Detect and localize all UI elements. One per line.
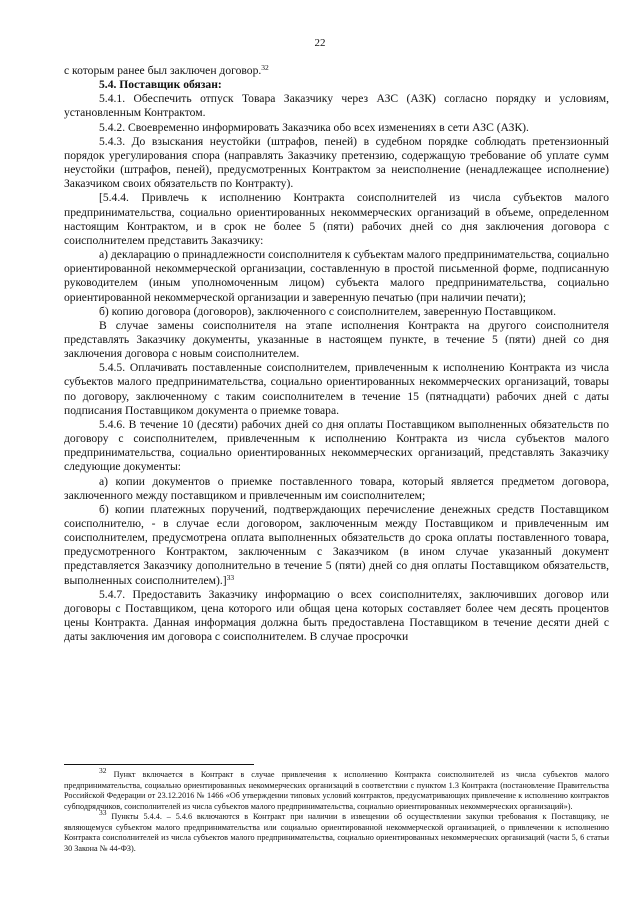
document-body [64, 64, 609, 644]
footnote-ref-32: 32 [261, 63, 269, 72]
page-number: 22 [314, 37, 326, 49]
clause-5-4-4: [5.4.4. Привлечь к исполнению Контракта соисполнителей из числа субъектов малого предпринимательства, социально ориентированных некоммерческих организаций в объеме, определенном настоящим Контрактом, и в срок не более 5 (пяти) рабочих дней со дня заключения договора с соисполнителем представить Заказчику: [64, 191, 609, 247]
clause-5-4-5: 5.4.5. Оплачивать поставленные соисполнителем, привлеченным к исполнению Контракта из числа субъектов малого предпринимательства, социально ориентированных некоммерческих организаций, товары по договору, заключенному с таким соисполнителем в течение 15 (пятнадцати) рабочих дней с даты подписания Поставщиком документа о приемке товара. [64, 361, 609, 417]
clause-5-4-7: 5.4.7. Предоставить Заказчику информацию о всех соисполнителях, заключивших договор или договоры с Поставщиком, цена которого или общая цена которых составляет более чем десять процентов цены Контракта. Данная информация должна быть предоставлена Поставщиком в течение десяти дней с даты заключения им договора с соисполнителем. В случае просрочки [64, 587, 609, 644]
footnote-33: $^{33}$ Пункты 5.4.4. – 5.4.6 включаются в Контракт при наличии в извещении об осуществлении закупки требования к Поставщику, не являющемуся субъектом малого предпринимательства или социально ориентированной некоммерческой организацией, о привлечении к исполнению Контракта соисполнителей из числа субъектов малого предпринимательства, социально ориентированных некоммерческих организаций (части 5, 6 статьи 30 Закона № 44-ФЗ). [64, 808, 610, 853]
paragraph-continuation: с которым ранее был заключен договор.$^{32}$ [64, 63, 269, 77]
footnote-separator [64, 764, 254, 765]
clause-5-4-1: 5.4.1. Обеспечить отпуск Товара Заказчику через АЗС (АЗК) согласно порядку и условиям, установленным Контрактом. [64, 92, 609, 120]
clause-5-4-6-b: б) копии платежных поручений, подтверждающих перечисление денежных средств Поставщиком соисполнителю, - в случае если договором, заключенным между Поставщиком и привлеченным им соисполнителем, предусмотрена оплата выполненных обязательств до срока оплаты поставленного товара, предусмотренного Контрактом, заключенным с Заказчиком (в ином случае указанный документ представляется Заказчику дополнительно в течение 5 (пяти) дней со дня оплаты Поставщиком обязательств, выполненных соисполнителем).]$^{33}$ [64, 502, 609, 587]
section-heading: 5.4. Поставщик обязан: [99, 78, 222, 92]
clause-5-4-6: 5.4.6. В течение 10 (десяти) рабочих дней со дня оплаты Поставщиком выполненных обязательств по договору с соисполнителем, привлеченным к исполнению Контракта из числа субъектов малого предпринимательства, социально ориентированных некоммерческих организаций, представлять Заказчику следующие документы: [64, 417, 609, 474]
footnote-32: $^{32}$ Пункт включается в Контракт в случае привлечения к исполнению Контракта соисполнителей из числа субъектов малого предпринимательства, социально ориентированных некоммерческих организаций в соответствии с пунктом 1.3 Контракта (постановление Правительства Российской Федерации от 23.12.2016 № 1466 «Об утверждении типовых условий контрактов, предусматривающих привлечение к исполнению контрактов субподрядчиков, соисполнителей из числа субъектов малого предпринимательства, социально ориентированных некоммерческих организаций»). [64, 766, 609, 811]
footnote-ref-33: 33 [226, 572, 235, 582]
clause-5-4-6-a: а) копии документов о приемке поставленного товара, который является предметом договора, заключенного между поставщиком и привлеченным им соисполнителем; [64, 474, 609, 502]
footnotes [64, 766, 610, 854]
clause-5-4-4-replacement: В случае замены соисполнителя на этапе исполнения Контракта на другого соисполнителя представлять Заказчику документы, указанные в настоящем пункте, в течение 5 (пяти) дней со дня заключения договора с новым соисполнителем. [64, 318, 609, 361]
clause-5-4-4-b: б) копию договора (договоров), заключенного с соисполнителем, заверенную Поставщиком. [99, 304, 556, 318]
clause-5-4-3: 5.4.3. До взыскания неустойки (штрафов, пеней) в судебном порядке соблюдать претензионный порядок урегулирования спора (направлять Заказчику претензию, содержащую требование об уплате сумм неустойки (штрафов, пеней), предусмотренных Контрактом за неисполнение (ненадлежащее исполнение) Заказчиком своих обязательств по Контракту). [64, 134, 609, 191]
clause-5-4-2: 5.4.2. Своевременно информировать Заказчика обо всех изменениях в сети АЗС (АЗК). [99, 120, 529, 134]
clause-5-4-4-a: а) декларацию о принадлежности соисполнителя к субъектам малого предпринимательства, социально ориентированной некоммерческой организации, составленную в простой письменной форме, подписанную руководителем (иным уполномоченным лицом) субъекта малого предпринимательства, социально ориентированной некоммерческой организации и заверенную печатью (при наличии печати); [64, 248, 609, 304]
